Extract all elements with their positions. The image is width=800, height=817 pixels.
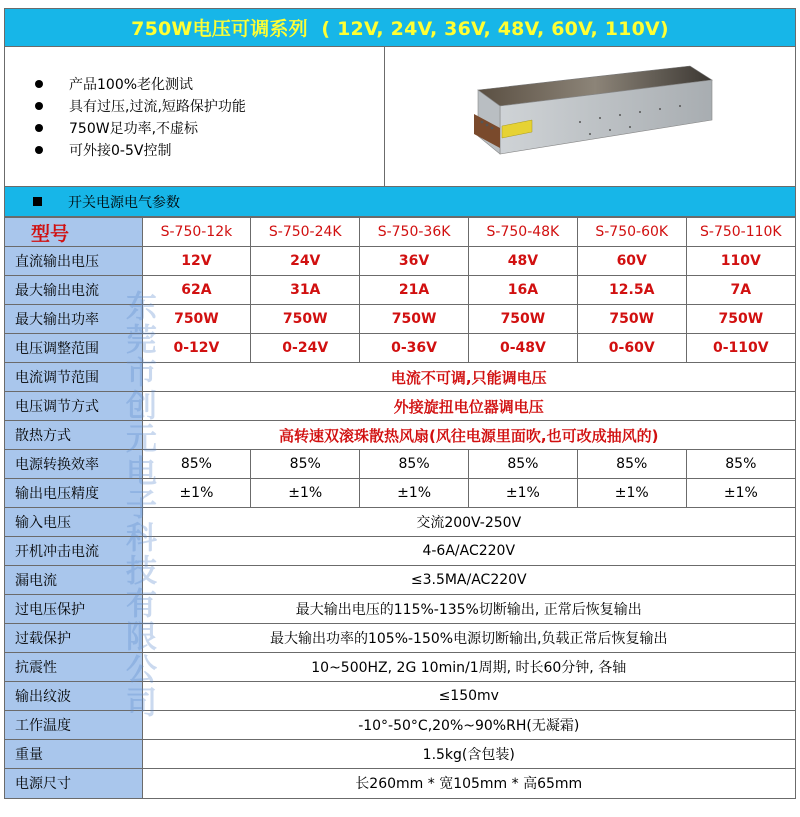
bullet-icon	[35, 102, 43, 110]
feature-text: 具有过压,过流,短路保护功能	[69, 99, 246, 115]
value-cell: 750W	[577, 305, 686, 334]
value-cell: 750W	[686, 305, 795, 334]
model-cell: S-750-36K	[360, 218, 469, 247]
value-cell: 0-24V	[251, 334, 360, 363]
value-cell: ±1%	[468, 479, 577, 508]
value-cell: 48V	[468, 247, 577, 276]
value-cell: 36V	[360, 247, 469, 276]
company-watermark: 东莞市创元电子科技有限公司	[120, 290, 156, 719]
row-label: 散热方式	[5, 421, 142, 450]
feature-list	[5, 47, 385, 186]
value-cell: ±1%	[251, 479, 360, 508]
model-cell: S-750-24K	[251, 218, 360, 247]
table-row	[5, 305, 795, 334]
feature-item	[35, 95, 384, 117]
value-cell: 21A	[360, 276, 469, 305]
feature-text: 产品100%老化测试	[69, 77, 194, 93]
row-label: 直流输出电压	[5, 247, 142, 276]
table-row	[5, 595, 795, 624]
bullet-icon	[35, 124, 43, 132]
value-cell: 85%	[686, 450, 795, 479]
value-cell: ±1%	[360, 479, 469, 508]
row-label: 输出纹波	[5, 682, 142, 711]
table-row	[5, 740, 795, 769]
power-supply-product-image	[460, 62, 720, 172]
row-label: 电源尺寸	[5, 769, 142, 798]
spec-table	[5, 217, 795, 798]
table-row	[5, 769, 795, 798]
value-cell: 31A	[251, 276, 360, 305]
merged-value-cell: ≤150mv	[142, 682, 795, 711]
feature-item	[35, 117, 384, 139]
row-label: 电压调整范围	[5, 334, 142, 363]
bullet-icon	[35, 80, 43, 88]
table-row	[5, 624, 795, 653]
value-cell: ±1%	[577, 479, 686, 508]
merged-value-cell: -10°-50°C,20%~90%RH(无凝霜)	[142, 711, 795, 740]
merged-value-cell: 4-6A/AC220V	[142, 537, 795, 566]
value-cell: 85%	[142, 450, 251, 479]
value-cell: 85%	[577, 450, 686, 479]
feature-text: 可外接0-5V控制	[69, 143, 172, 159]
value-cell: 12V	[142, 247, 251, 276]
spec-sheet	[4, 8, 796, 799]
merged-value-cell: 长260mm * 宽105mm * 高65mm	[142, 769, 795, 798]
row-label: 最大输出功率	[5, 305, 142, 334]
row-label: 开机冲击电流	[5, 537, 142, 566]
table-row	[5, 276, 795, 305]
merged-value-cell: 1.5kg(含包装)	[142, 740, 795, 769]
row-label: 型号	[5, 218, 142, 247]
row-label: 电流调节范围	[5, 363, 142, 392]
row-label: 电压调节方式	[5, 392, 142, 421]
value-cell: 0-60V	[577, 334, 686, 363]
table-row	[5, 508, 795, 537]
value-cell: 85%	[468, 450, 577, 479]
value-cell: 0-110V	[686, 334, 795, 363]
table-row	[5, 537, 795, 566]
merged-value-cell: ≤3.5MA/AC220V	[142, 566, 795, 595]
merged-value-cell: 最大输出电压的115%-135%切断输出, 正常后恢复输出	[142, 595, 795, 624]
table-row	[5, 566, 795, 595]
value-cell: 0-36V	[360, 334, 469, 363]
bullet-icon	[35, 146, 43, 154]
feature-item	[35, 139, 384, 161]
table-row	[5, 334, 795, 363]
merged-value-cell: 最大输出功率的105%-150%电源切断输出,负载正常后恢复输出	[142, 624, 795, 653]
value-cell: 16A	[468, 276, 577, 305]
title-text: 750W电压可调系列 ( 12V, 24V, 36V, 48V, 60V, 110V)	[131, 18, 669, 40]
value-cell: 750W	[142, 305, 251, 334]
merged-value-cell: 电流不可调,只能调电压	[142, 363, 795, 392]
table-row	[5, 421, 795, 450]
table-row	[5, 392, 795, 421]
merged-value-cell: 10~500HZ, 2G 10min/1周期, 时长60分钟, 各轴	[142, 653, 795, 682]
value-cell: 85%	[360, 450, 469, 479]
table-row	[5, 450, 795, 479]
value-cell: 62A	[142, 276, 251, 305]
row-label: 抗震性	[5, 653, 142, 682]
value-cell: 24V	[251, 247, 360, 276]
value-cell: 750W	[468, 305, 577, 334]
row-label: 电源转换效率	[5, 450, 142, 479]
model-cell: S-750-60K	[577, 218, 686, 247]
row-label: 过电压保护	[5, 595, 142, 624]
row-label: 过载保护	[5, 624, 142, 653]
table-row	[5, 247, 795, 276]
square-bullet-icon	[33, 197, 42, 206]
row-label: 重量	[5, 740, 142, 769]
value-cell: ±1%	[142, 479, 251, 508]
value-cell: 0-48V	[468, 334, 577, 363]
row-label: 最大输出电流	[5, 276, 142, 305]
feature-item	[35, 73, 384, 95]
model-cell: S-750-48K	[468, 218, 577, 247]
value-cell: 110V	[686, 247, 795, 276]
value-cell: 60V	[577, 247, 686, 276]
merged-value-cell: 外接旋扭电位器调电压	[142, 392, 795, 421]
row-label: 工作温度	[5, 711, 142, 740]
row-label: 输入电压	[5, 508, 142, 537]
value-cell: 0-12V	[142, 334, 251, 363]
value-cell: 85%	[251, 450, 360, 479]
table-row	[5, 653, 795, 682]
table-row	[5, 363, 795, 392]
value-cell: 12.5A	[577, 276, 686, 305]
row-label: 漏电流	[5, 566, 142, 595]
table-row	[5, 218, 795, 247]
product-photo-area	[385, 47, 795, 186]
model-cell: S-750-12k	[142, 218, 251, 247]
feature-block	[5, 47, 795, 187]
section-header	[5, 187, 795, 217]
sheet-title	[5, 9, 795, 47]
model-cell: S-750-110K	[686, 218, 795, 247]
value-cell: 750W	[251, 305, 360, 334]
value-cell: 7A	[686, 276, 795, 305]
row-label: 输出电压精度	[5, 479, 142, 508]
merged-value-cell: 交流200V-250V	[142, 508, 795, 537]
table-row	[5, 682, 795, 711]
table-row	[5, 711, 795, 740]
value-cell: ±1%	[686, 479, 795, 508]
table-row	[5, 479, 795, 508]
section-title: 开关电源电气参数	[68, 194, 180, 211]
feature-text: 750W足功率,不虚标	[69, 121, 199, 137]
value-cell: 750W	[360, 305, 469, 334]
merged-value-cell: 高转速双滚珠散热风扇(风往电源里面吹,也可改成抽风的)	[142, 421, 795, 450]
